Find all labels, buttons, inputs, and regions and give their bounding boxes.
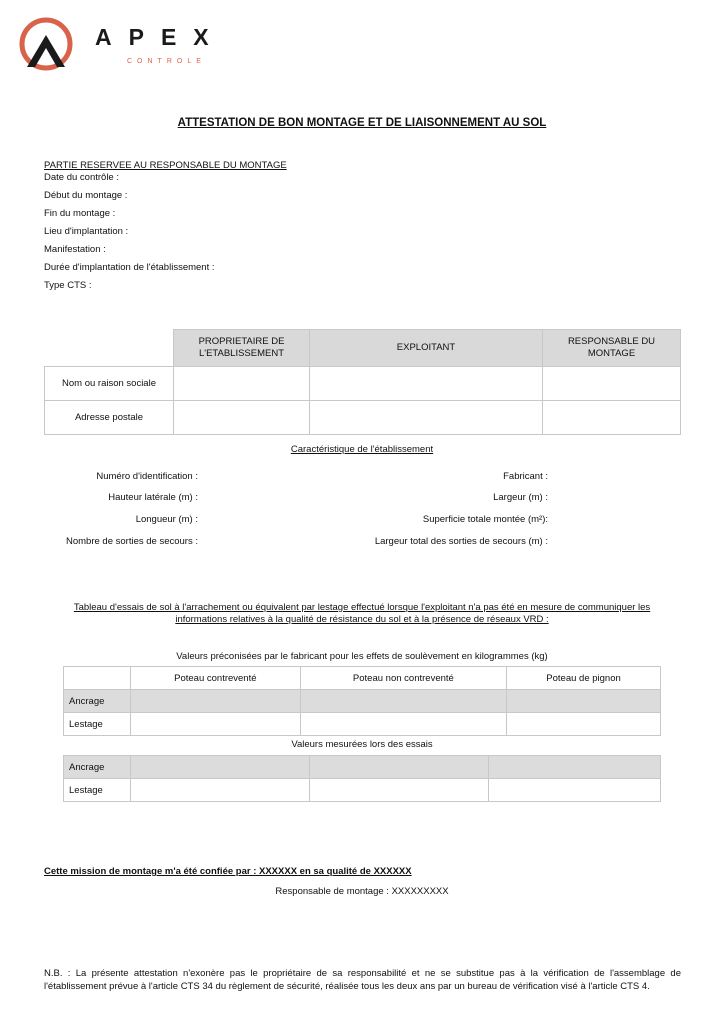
row-label-nom: Nom ou raison sociale xyxy=(45,367,174,401)
header-exploitant: EXPLOITANT xyxy=(310,330,543,367)
brand-name: APEX xyxy=(95,24,226,50)
essais-heading: Tableau d'essais de sol à l'arrachement ou équivalent par lestage effectué lorsque l'exploitant n'a pas été en mesure de communiquer les informations relatives à la qualité de résistance du sol et à la présence de réseaux VRD : xyxy=(73,602,651,625)
cell-input[interactable] xyxy=(131,756,310,779)
field-date-controle: Date du contrôle : xyxy=(44,172,119,183)
label-hauteur-laterale: Hauteur latérale (m) : xyxy=(108,492,198,503)
label-largeur: Largeur (m) : xyxy=(493,492,548,503)
col-poteau-contrevente: Poteau contreventé xyxy=(131,667,301,690)
caption-preconisees: Valeurs préconisées par le fabricant pour les effets de soulèvement en kilogrammes (kg) xyxy=(176,651,548,662)
col-poteau-pignon: Poteau de pignon xyxy=(507,667,661,690)
cell-input[interactable] xyxy=(310,401,543,435)
section-heading-montage: PARTIE RESERVEE AU RESPONSABLE DU MONTAGE xyxy=(44,160,287,171)
label-largeur-sorties: Largeur total des sorties de secours (m) : xyxy=(374,536,548,547)
cell-input[interactable] xyxy=(507,690,661,713)
label-numero-identification: Numéro d'identification : xyxy=(96,471,198,482)
cell-input[interactable] xyxy=(543,401,681,435)
cell-input[interactable] xyxy=(543,367,681,401)
cell-input[interactable] xyxy=(131,690,301,713)
field-type-cts: Type CTS : xyxy=(44,280,92,291)
responsable-montage: Responsable de montage : XXXXXXXXX xyxy=(275,886,449,897)
field-manifestation: Manifestation : xyxy=(44,244,106,255)
label-nombre-sorties: Nombre de sorties de secours : xyxy=(65,536,198,547)
cell-input[interactable] xyxy=(310,779,489,802)
cell-input[interactable] xyxy=(507,713,661,736)
header-responsable: RESPONSABLE DU MONTAGE xyxy=(543,330,681,367)
parties-table xyxy=(44,329,681,435)
table-preconisees xyxy=(63,666,661,736)
cell-input[interactable] xyxy=(174,367,310,401)
row-label-ancrage: Ancrage xyxy=(64,756,131,779)
header-proprietaire: PROPRIETAIRE DE L'ETABLISSEMENT xyxy=(174,330,310,367)
field-lieu-implantation: Lieu d'implantation : xyxy=(44,226,129,237)
cell-input[interactable] xyxy=(310,756,489,779)
field-fin-montage: Fin du montage : xyxy=(44,208,116,219)
row-label-lestage: Lestage xyxy=(64,713,131,736)
cell-input[interactable] xyxy=(131,779,310,802)
page-title: ATTESTATION DE BON MONTAGE ET DE LIAISONNEMENT AU SOL xyxy=(177,117,547,129)
cell-input[interactable] xyxy=(300,690,506,713)
cell-input[interactable] xyxy=(174,401,310,435)
caption-mesurees: Valeurs mesurées lors des essais xyxy=(291,739,433,750)
field-duree-implantation: Durée d'implantation de l'établissement : xyxy=(44,262,215,273)
nb-footnote: N.B. : La présente attestation n'exonère pas le propriétaire de sa responsabilité et ne se substitue pas à la vérification de l'assemblage de l'établissement prévue à l'article CTS 34 du règlement de sécurité, réalisée tous les deux ans par un bureau de vérification visé à l'article CTS 4. xyxy=(44,968,681,992)
col-poteau-non-contrevente: Poteau non contreventé xyxy=(300,667,506,690)
label-longueur: Longueur (m) : xyxy=(135,514,198,525)
field-debut-montage: Début du montage : xyxy=(44,190,128,201)
brand-subtitle: CONTROLE xyxy=(127,58,206,65)
label-fabricant: Fabricant : xyxy=(503,471,548,482)
row-label-ancrage: Ancrage xyxy=(64,690,131,713)
mission-statement: Cette mission de montage m'a été confiée par : XXXXXX en sa qualité de XXXXXX xyxy=(44,866,412,877)
cell-input[interactable] xyxy=(489,756,661,779)
cell-input[interactable] xyxy=(300,713,506,736)
cell-input[interactable] xyxy=(131,713,301,736)
table-corner xyxy=(45,330,174,367)
label-superficie: Superficie totale montée (m²): xyxy=(422,514,548,525)
table-mesurees xyxy=(63,755,661,802)
table-corner xyxy=(64,667,131,690)
apex-logo-icon xyxy=(19,17,73,71)
cell-input[interactable] xyxy=(489,779,661,802)
cell-input[interactable] xyxy=(310,367,543,401)
row-label-lestage: Lestage xyxy=(64,779,131,802)
row-label-adresse: Adresse postale xyxy=(45,401,174,435)
caracteristique-heading: Caractéristique de l'établissement xyxy=(290,444,434,455)
